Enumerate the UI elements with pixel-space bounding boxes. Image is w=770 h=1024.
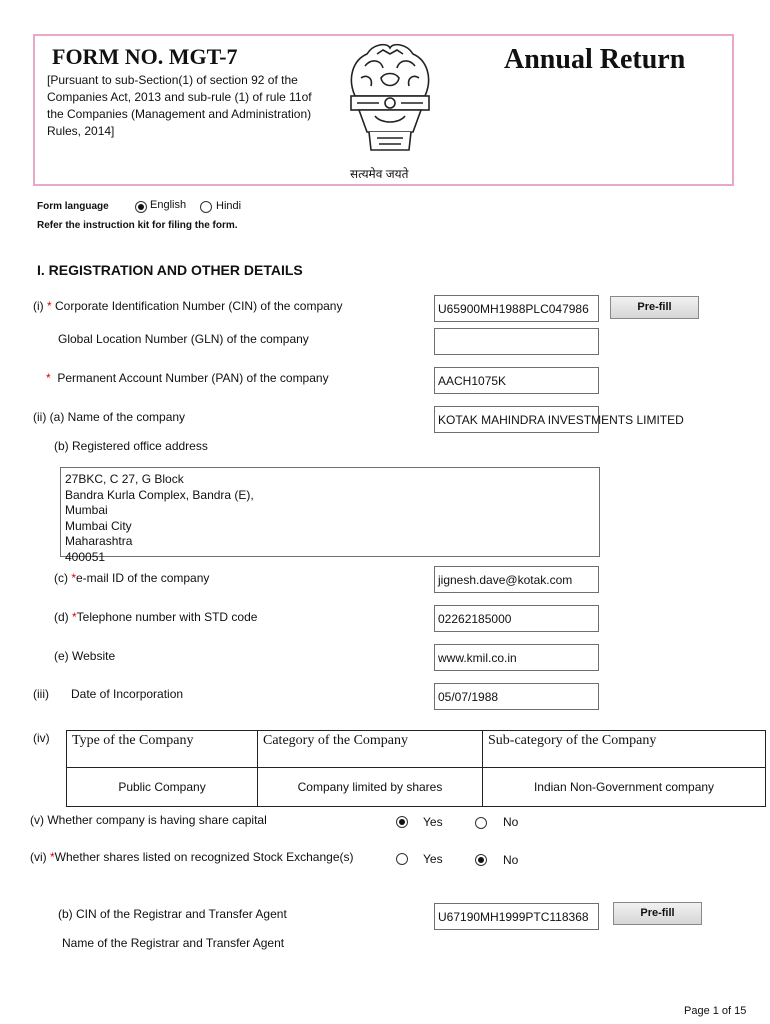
share-capital-no-radio[interactable]	[475, 817, 487, 829]
pursuant-text: [Pursuant to sub-Section(1) of section 92 of the Companies Act, 2013 and sub-rule (1) of rule 11of the Companies (Management and Administration) Rules, 2014]	[47, 73, 312, 138]
listed-no-radio[interactable]	[475, 854, 487, 866]
website-field[interactable]: www.kmil.co.in	[434, 644, 599, 671]
share-capital-yes-radio[interactable]	[396, 816, 408, 828]
share-capital-yes-label: Yes	[423, 815, 443, 829]
company-name-label: (ii) (a) Name of the company	[33, 410, 186, 424]
address-line: Mumbai	[65, 503, 108, 517]
rta-cin-field[interactable]: U67190MH1999PTC118368	[434, 903, 599, 930]
table-header-row	[67, 731, 766, 768]
incorporation-num: (iii)	[33, 687, 49, 701]
table-header-cell: Type of the Company	[67, 731, 258, 768]
rta-name-label: Name of the Registrar and Transfer Agent	[62, 936, 285, 950]
address-line: Maharashtra	[65, 534, 133, 548]
table-header-cell: Sub-category of the Company	[483, 731, 766, 768]
share-capital-no-label: No	[503, 815, 519, 829]
form-number: FORM NO. MGT-7	[52, 44, 238, 69]
language-english-label: English	[150, 199, 187, 211]
listed-no-label: No	[503, 853, 519, 867]
email-field[interactable]: jignesh.dave@kotak.com	[434, 566, 599, 593]
incorporation-date-field[interactable]: 05/07/1988	[434, 683, 599, 710]
address-line: 27BKC, C 27, G Block	[65, 472, 184, 486]
table-row	[67, 768, 766, 807]
address-field[interactable]	[60, 467, 600, 564]
company-name-field[interactable]: KOTAK MAHINDRA INVESTMENTS LIMITED	[434, 406, 599, 433]
gln-label: Global Location Number (GLN) of the company	[58, 332, 309, 346]
state-emblem-icon	[337, 38, 443, 183]
cin-label: (i) * Corporate Identification Number (CIN) of the company	[33, 299, 343, 313]
phone-label: (d) *Telephone number with STD code	[54, 610, 258, 624]
listed-yes-radio[interactable]	[396, 853, 408, 865]
email-label: (c) *e-mail ID of the company	[54, 571, 210, 585]
cin-field[interactable]: U65900MH1988PLC047986	[434, 295, 599, 322]
page-number: Page 1 of 15	[684, 1005, 747, 1017]
section-title: I. REGISTRATION AND OTHER DETAILS	[37, 262, 303, 278]
address-line: Mumbai City	[65, 518, 132, 533]
address-label: (b) Registered office address	[54, 439, 208, 453]
phone-field[interactable]: 02262185000	[434, 605, 599, 632]
rta-cin-label: (b) CIN of the Registrar and Transfer Agent	[58, 907, 287, 921]
language-hindi-label: Hindi	[216, 200, 242, 212]
listed-label: (vi) *Whether shares listed on recognized Stock Exchange(s)	[30, 850, 354, 864]
company-type-value: Public Company	[67, 768, 258, 807]
share-capital-label: (v) Whether company is having share capital	[30, 813, 267, 827]
incorporation-label: Date of Incorporation	[71, 687, 184, 701]
cin-prefill-button[interactable]: Pre-fill	[610, 296, 699, 319]
table-header-cell: Category of the Company	[258, 731, 483, 768]
company-type-num: (iv)	[33, 731, 50, 745]
form-title: Annual Return	[504, 44, 686, 75]
language-hindi-radio[interactable]	[200, 201, 212, 213]
form-language-label: Form language	[37, 201, 109, 212]
address-line: 400051	[65, 549, 106, 564]
company-category-value: Company limited by shares	[258, 768, 483, 807]
rta-prefill-button[interactable]: Pre-fill	[613, 902, 702, 925]
instruction-text: Refer the instruction kit for filing the form.	[37, 220, 238, 231]
emblem-motto: सत्यमेव जयते	[350, 167, 409, 181]
gln-field[interactable]	[434, 328, 599, 355]
company-subcategory-value: Indian Non-Government company	[483, 768, 766, 807]
website-label: (e) Website	[54, 649, 116, 663]
listed-yes-label: Yes	[423, 852, 443, 866]
pan-field[interactable]: AACH1075K	[434, 367, 599, 394]
pan-label: * Permanent Account Number (PAN) of the company	[46, 371, 329, 385]
language-english-radio[interactable]	[135, 201, 147, 213]
company-type-table	[66, 730, 766, 807]
address-line: Bandra Kurla Complex, Bandra (E),	[65, 487, 254, 502]
